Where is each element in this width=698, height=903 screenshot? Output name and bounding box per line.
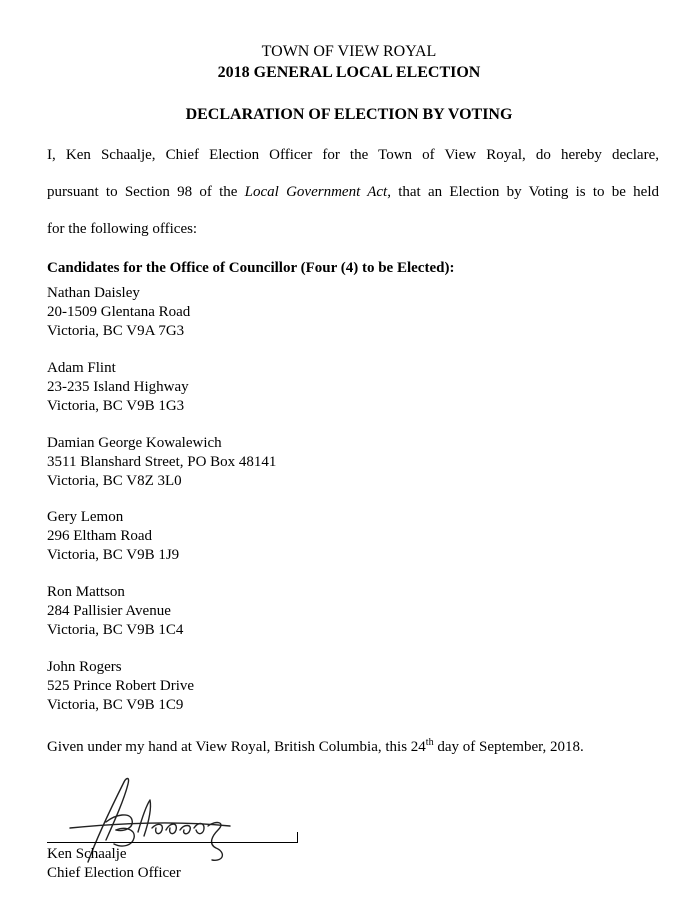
candidate-address: 20-1509 Glentana Road [47,304,191,320]
candidate-name: Adam Flint [47,360,116,376]
signatory-name: Ken Schaalje [47,846,127,862]
given-statement-end: day of September, 2018. [433,739,584,755]
signatory-role: Chief Election Officer [47,865,181,881]
document-title: DECLARATION OF ELECTION BY VOTING [185,106,513,123]
election-name: 2018 GENERAL LOCAL ELECTION [217,64,481,81]
declaration-line-2-end: , that an Election by Voting is to be held [387,184,660,200]
declaration-line-1: I, Ken Schaalje, Chief Election Officer for the Town of View Royal, do hereby declare, [47,147,659,163]
signature-line [47,842,298,843]
candidate-name: John Rogers [47,659,122,675]
candidate-address: 3511 Blanshard Street, PO Box 48141 [47,454,277,470]
candidate-city: Victoria, BC V9A 7G3 [47,323,185,339]
candidate-name: Ron Mattson [47,584,125,600]
declaration-line-2 [47,183,659,202]
candidate-city: Victoria, BC V8Z 3L0 [47,473,182,489]
declaration-line-2-start: pursuant to Section 98 of the [47,184,245,200]
candidate-city: Victoria, BC V9B 1C9 [47,697,184,713]
candidate-name: Gery Lemon [47,509,124,525]
candidate-city: Victoria, BC V9B 1G3 [47,398,185,414]
section-heading: Candidates for the Office of Councillor (Four (4) to be Elected): [47,260,455,276]
day-suffix: th [425,737,434,748]
signature-line-end [297,832,298,843]
candidate-address: 296 Eltham Road [47,528,152,544]
candidate-city: Victoria, BC V9B 1J9 [47,547,180,563]
act-name: Local Government Act [244,184,388,200]
candidate-address: 23-235 Island Highway [47,379,189,395]
candidate-city: Victoria, BC V9B 1C4 [47,622,184,638]
candidate-name: Damian George Kowalewich [47,435,222,451]
candidate-address: 284 Pallisier Avenue [47,603,171,619]
candidate-name: Nathan Daisley [47,285,140,301]
given-statement [47,738,584,757]
organization-name: TOWN OF VIEW ROYAL [261,43,437,60]
given-statement-start: Given under my hand at View Royal, British Columbia, this 24 [47,739,426,755]
candidate-address: 525 Prince Robert Drive [47,678,195,694]
declaration-line-3: for the following offices: [47,221,198,237]
